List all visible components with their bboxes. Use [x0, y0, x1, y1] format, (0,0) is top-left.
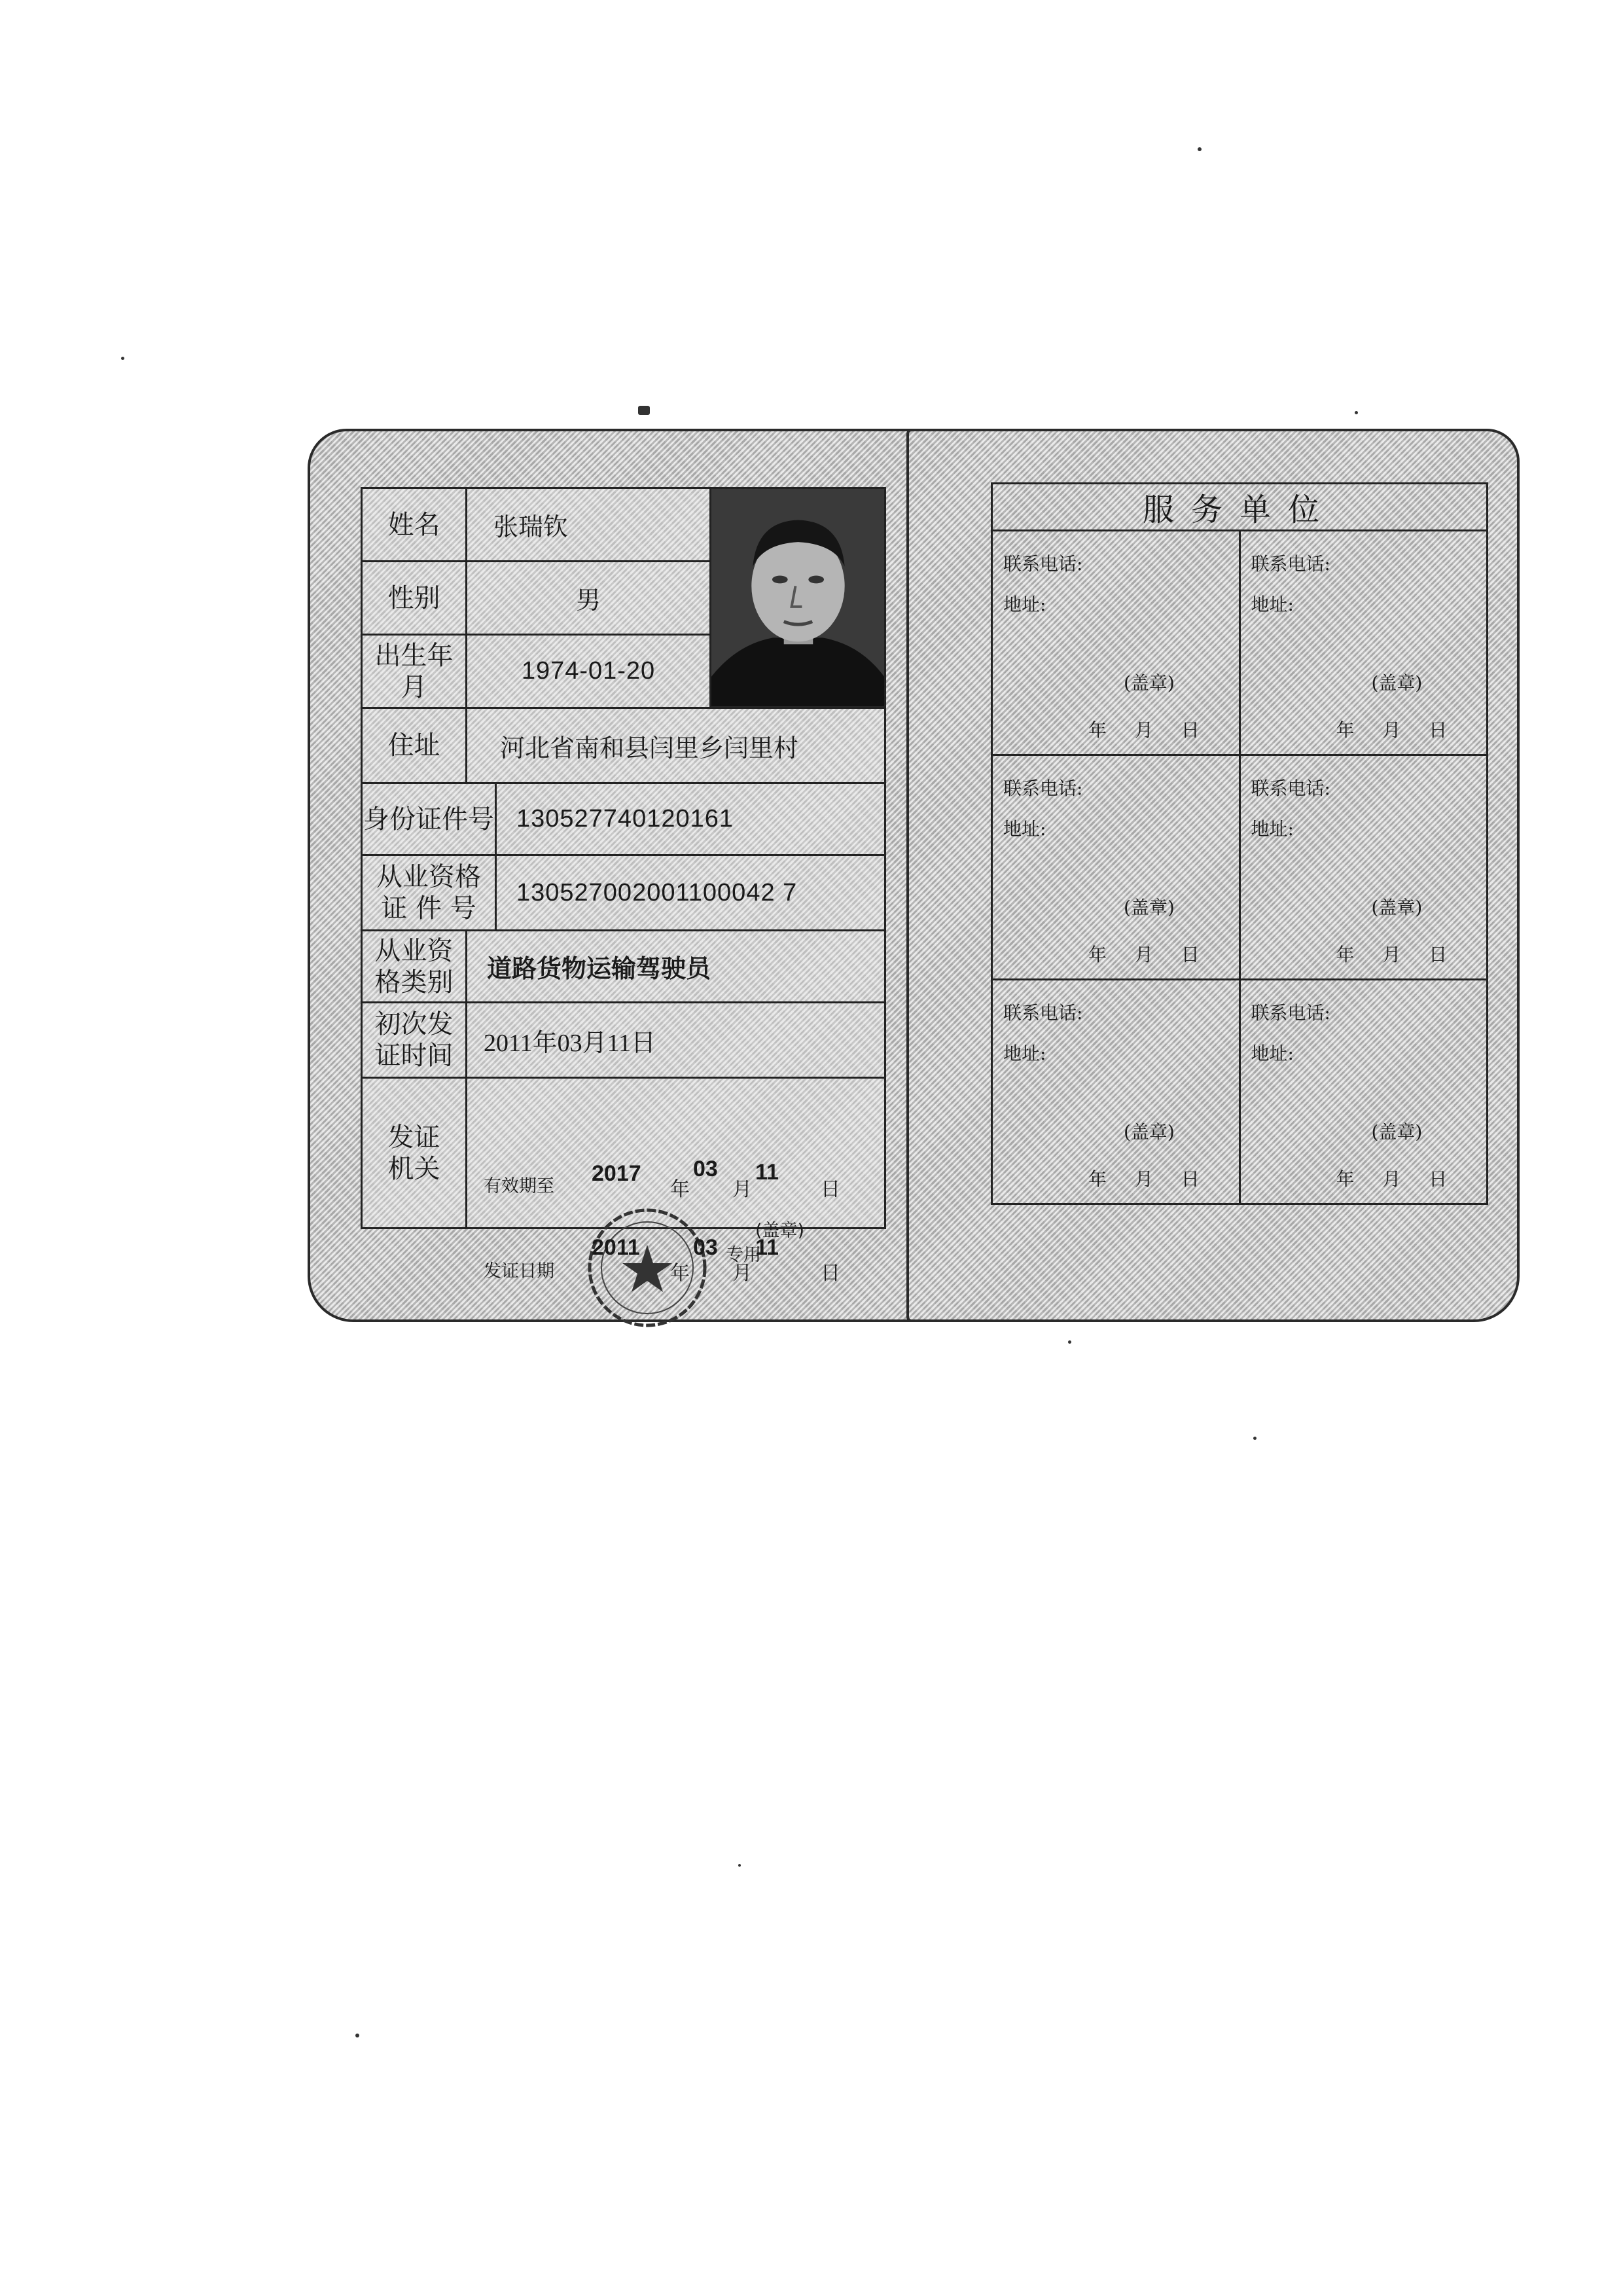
- service-unit-cell: [1240, 531, 1488, 755]
- qualification-number-label: [362, 855, 496, 931]
- qualification-type-label: [362, 931, 467, 1003]
- contact-phone-label: 联系电话:: [1003, 1002, 1083, 1024]
- issue-year-char: 年: [670, 1261, 690, 1285]
- service-unit-cell: [1240, 980, 1488, 1204]
- seal-label: (盖章): [1124, 1121, 1175, 1143]
- date-label: 年 月 日: [1336, 719, 1448, 741]
- valid-month: 03: [693, 1156, 718, 1181]
- issue-date-label: 发证日期: [484, 1261, 554, 1282]
- official-stamp-icon: [585, 1206, 709, 1330]
- date-label: 年 月 日: [1088, 944, 1200, 965]
- contact-phone-label: 联系电话:: [1251, 778, 1330, 799]
- address-label: 住址: [362, 708, 467, 783]
- portrait-image: [711, 489, 884, 706]
- valid-until-label: 有效期至: [484, 1175, 554, 1196]
- qualification-type-label-line2: 格类别: [374, 967, 454, 997]
- name-value: 张瑞钦: [467, 488, 711, 562]
- scan-speck: [1068, 1340, 1071, 1344]
- address-label: 地址:: [1251, 594, 1294, 615]
- date-label: 年 月 日: [1088, 719, 1200, 741]
- valid-day-char: 日: [821, 1177, 840, 1201]
- id-value: 130527740120161: [496, 783, 885, 855]
- qualification-type-value: 道路货物运输驾驶员: [467, 931, 885, 1003]
- scan-speck: [638, 406, 650, 415]
- first-issue-label-line2: 证时间: [374, 1041, 454, 1071]
- authority-seal-label: (盖章): [755, 1220, 805, 1241]
- address-label: 地址:: [1003, 594, 1046, 615]
- address-label: 地址:: [1251, 1043, 1294, 1064]
- date-label: 年 月 日: [1088, 1168, 1200, 1190]
- authority-cell: [467, 1078, 885, 1285]
- authority-label: [362, 1078, 467, 1229]
- contact-phone-label: 联系电话:: [1251, 553, 1330, 575]
- issue-month: 03: [693, 1234, 718, 1260]
- scan-speck: [1198, 147, 1202, 151]
- seal-label: (盖章): [1371, 672, 1423, 694]
- seal-label: (盖章): [1124, 672, 1175, 694]
- gender-value: 男: [467, 562, 711, 635]
- date-label: 年 月 日: [1336, 1168, 1448, 1190]
- holder-info-table: [361, 487, 886, 1285]
- first-issue-label: [362, 1003, 467, 1078]
- birth-label: 出生年月: [362, 635, 467, 708]
- birth-value: 1974-01-20: [467, 635, 711, 708]
- issue-year: 2011: [592, 1234, 640, 1260]
- valid-month-char: 月: [732, 1177, 752, 1201]
- valid-year-char: 年: [670, 1177, 690, 1201]
- scan-speck: [355, 2034, 359, 2037]
- address-label: 地址:: [1003, 1043, 1046, 1064]
- scan-speck: [1253, 1437, 1257, 1440]
- contact-phone-label: 联系电话:: [1003, 778, 1083, 799]
- gender-label: 性别: [362, 562, 467, 635]
- left-page: [308, 429, 916, 1322]
- address-value: 河北省南和县闫里乡闫里村: [467, 708, 885, 783]
- qualification-type-label-line1: 从业资: [374, 935, 454, 966]
- valid-day: 11: [755, 1159, 779, 1185]
- issue-day: 11: [755, 1234, 779, 1260]
- authority-label-line1: 发证: [387, 1122, 440, 1153]
- authority-label-line2: 机关: [387, 1153, 440, 1184]
- scan-speck: [738, 1864, 741, 1867]
- qualification-number-label-line1: 从业资格: [376, 862, 481, 892]
- date-label: 年 月 日: [1336, 944, 1448, 965]
- seal-label: (盖章): [1371, 1121, 1423, 1143]
- issue-day-char: 日: [821, 1261, 840, 1285]
- first-issue-value: 2011年03月11日: [467, 1003, 885, 1078]
- stamp-text: 专用: [726, 1244, 761, 1265]
- address-label: 地址:: [1251, 818, 1294, 840]
- qualification-number-value: 130527002001100042 7: [496, 855, 885, 931]
- service-unit-title: 服务单位: [992, 484, 1488, 531]
- qualification-number-label-line2: 证 件 号: [381, 893, 476, 924]
- valid-year: 2017: [592, 1160, 641, 1186]
- issue-month-char: 月: [732, 1261, 752, 1285]
- certificate-booklet: [308, 429, 1520, 1322]
- service-unit-table: [991, 482, 1488, 1205]
- right-page: [906, 429, 1520, 1322]
- service-unit-cell: [1240, 755, 1488, 980]
- id-label: 身份证件号: [362, 783, 496, 855]
- seal-label: (盖章): [1124, 897, 1175, 918]
- first-issue-label-line1: 初次发: [374, 1009, 454, 1039]
- address-label: 地址:: [1003, 818, 1046, 840]
- contact-phone-label: 联系电话:: [1251, 1002, 1330, 1024]
- service-unit-cell: [992, 531, 1240, 755]
- seal-label: (盖章): [1371, 897, 1423, 918]
- service-unit-cell: [992, 755, 1240, 980]
- scan-speck: [1355, 411, 1358, 414]
- scan-speck: [121, 357, 124, 360]
- contact-phone-label: 联系电话:: [1003, 553, 1083, 575]
- service-unit-cell: [992, 980, 1240, 1204]
- holder-photo: [711, 488, 885, 708]
- name-label: 姓名: [362, 488, 467, 562]
